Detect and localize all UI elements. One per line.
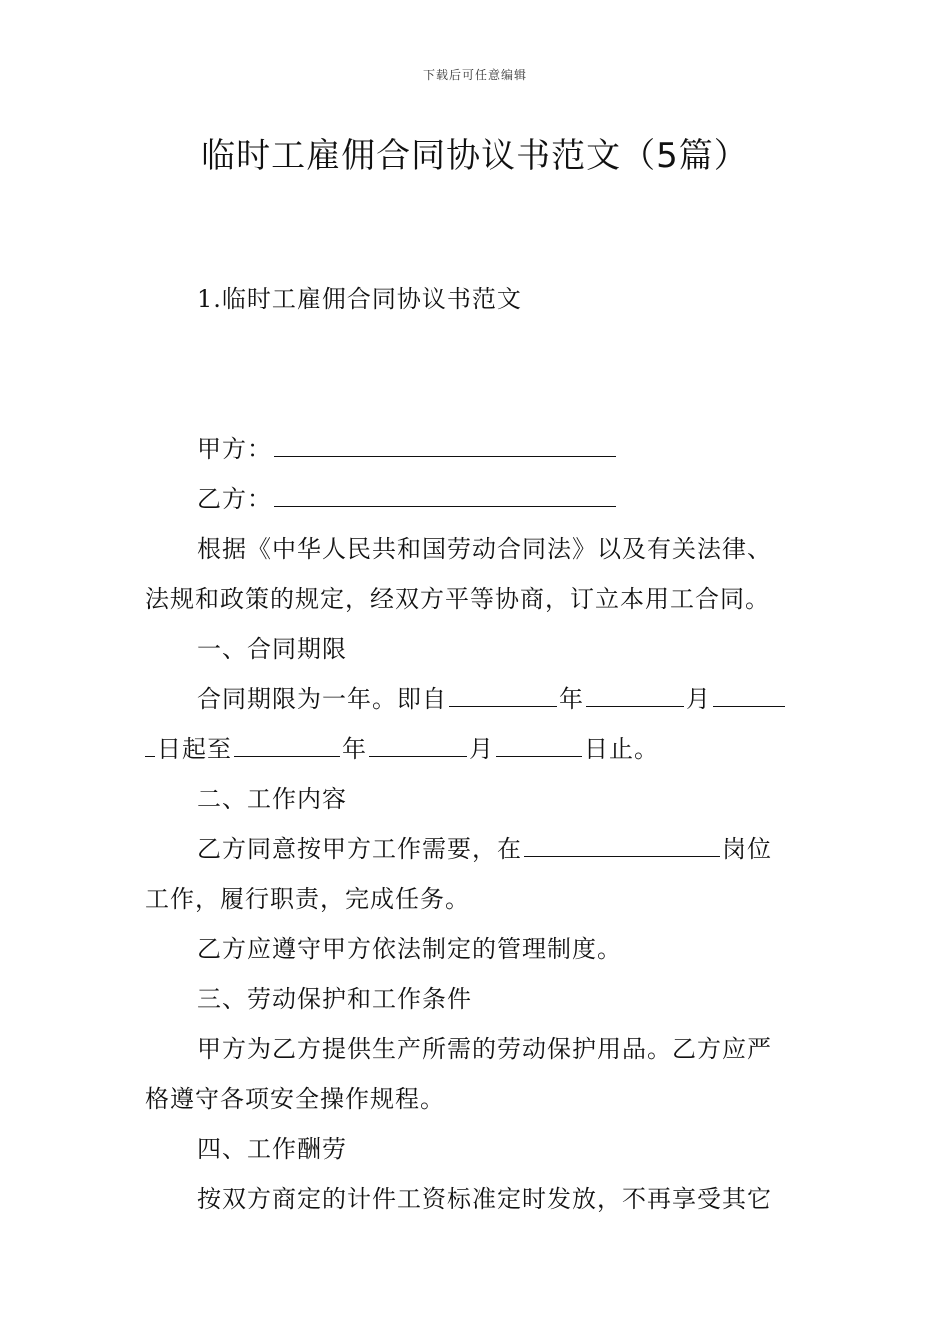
header-note: 下载后可任意编辑	[422, 68, 527, 82]
clause-3-heading: 三、劳动保护和工作条件	[197, 985, 472, 1013]
document-title: 临时工雇佣合同协议书范文（5篇）	[201, 136, 749, 176]
clause-4-line-1: 按双方商定的计件工资标准定时发放，不再享受其它	[197, 1185, 772, 1213]
clause-1-heading: 一、合同期限	[197, 635, 347, 663]
end-day-blank	[496, 732, 582, 757]
party-b-line	[197, 482, 810, 516]
clause-1-text-d: 日起至	[157, 735, 232, 763]
clause-2-heading: 二、工作内容	[197, 785, 347, 813]
end-year-blank	[234, 732, 340, 757]
clause-1-text-b: 年	[559, 685, 584, 713]
clause-3-line-2: 格遵守各项安全操作规程。	[145, 1085, 445, 1113]
clause-1-text-a: 合同期限为一年。即自	[197, 685, 447, 713]
start-year-blank	[449, 682, 557, 707]
clause-2-text-a: 乙方同意按甲方工作需要，在	[197, 835, 522, 863]
clause-1-text-g: 日止。	[584, 735, 659, 763]
section-heading: 1.临时工雇佣合同协议书范文	[197, 285, 522, 313]
clause-2-line-2: 工作，履行职责，完成任务。	[145, 885, 470, 913]
clause-4-heading: 四、工作酬劳	[197, 1135, 347, 1163]
intro-line-2: 法规和政策的规定，经双方平等协商，订立本用工合同。	[145, 585, 770, 613]
clause-2-text-b: 岗位	[722, 835, 772, 863]
start-day-blank-cont	[145, 732, 155, 757]
start-month-blank	[586, 682, 684, 707]
party-a-line	[197, 432, 810, 466]
intro-line-1: 根据《中华人民共和国劳动合同法》以及有关法律、	[197, 535, 772, 563]
party-b-label: 乙方：	[197, 485, 272, 513]
party-a-label: 甲方：	[197, 435, 272, 463]
position-blank	[524, 832, 720, 857]
clause-2-line-3: 乙方应遵守甲方依法制定的管理制度。	[197, 935, 622, 963]
party-a-blank	[274, 432, 616, 457]
end-month-blank	[369, 732, 467, 757]
party-b-blank	[274, 482, 616, 507]
clause-2-line-1	[197, 832, 810, 866]
clause-1-line-2	[145, 732, 810, 766]
clause-1-text-f: 月	[469, 735, 494, 763]
clause-3-line-1: 甲方为乙方提供生产所需的劳动保护用品。乙方应严	[197, 1035, 772, 1063]
clause-1-text-e: 年	[342, 735, 367, 763]
clause-1-text-c: 月	[686, 685, 711, 713]
start-day-blank	[713, 682, 785, 707]
clause-1-line-1	[197, 682, 810, 716]
